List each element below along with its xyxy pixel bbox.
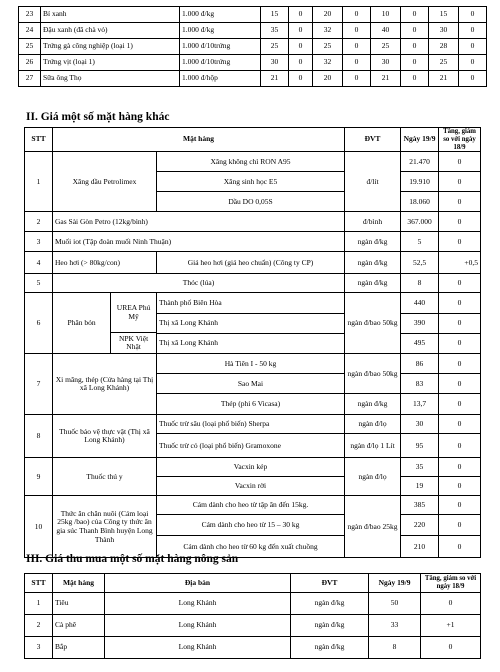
table-row: 1 Xăng dầu Petrolimex Xăng không chì RON A95 đ/lít 21.470 0 <box>25 152 481 172</box>
table-row: 6 Phân bón UREA Phú Mỹ NPK Việt Nhật Thành phố Biên Hòa ngàn đ/bao 50kg 440 0 <box>25 293 481 313</box>
table-row: 4 Heo hơi (> 80kg/con) Giá heo hơi (giá heo chuẩn) (Công ty CP) ngàn đ/kg 52,5 +0,5 <box>25 252 481 274</box>
table-row: 24 Đậu xanh (đã chà vỏ) 1.000 đ/kg 35 0 32 0 40 0 30 0 <box>19 23 487 39</box>
header-unit: ĐVT <box>345 128 401 152</box>
farm-products-table <box>24 573 481 659</box>
table-row: 2 Gas Sài Gòn Petro (12kg/bình) đ/bình 367.000 0 <box>25 212 481 232</box>
table-row: 7 Xi măng, thép (Cửa hàng tại Thị xã Long Khánh) Hà Tiên I - 50 kg ngàn đ/bao 50kg 86 0 <box>25 354 481 374</box>
table-row: 25 Trứng gà công nghiệp (loại 1) 1.000 đ/10trứng 25 0 25 0 25 0 28 0 <box>19 39 487 55</box>
table-row: Thị xã Long Khánh 495 0 <box>25 334 481 354</box>
table-row: Thép (phi 6 Vicasa) ngàn đ/kg 13,7 0 <box>25 394 481 415</box>
table-row: 5 Thóc (lúa) ngàn đ/kg 8 0 <box>25 274 481 293</box>
table-row: Thuốc trừ cỏ (loại phổ biến) Gramoxone ngàn đ/lọ 1 Lít 95 0 <box>25 434 481 458</box>
table-row: Xăng sinh học E5 19.910 0 <box>25 172 481 192</box>
table-row: 8 Thuốc bảo vệ thực vật (Thị xã Long Khánh) Thuốc trừ sâu (loại phổ biến) Sherpa ngàn đ/lọ 30 0 <box>25 415 481 434</box>
table-row: 27 Sữa ông Thọ 1.000 đ/hộp 21 0 20 0 21 0 21 0 <box>19 71 487 87</box>
table-row: 2 Cà phê Long Khánh ngàn đ/kg 33 +1 <box>25 615 481 637</box>
table-row: 9 Thuốc thú y Vacxin kép ngàn đ/lọ 35 0 <box>25 458 481 477</box>
table-row: 23 Bí xanh 1.000 đ/kg 15 0 20 0 10 0 15 0 <box>19 7 487 23</box>
table-row: 26 Trứng vịt (loại 1) 1.000 đ/10trứng 30 0 32 0 30 0 25 0 <box>19 55 487 71</box>
table-row: 3 Muối iot (Tập đoàn muối Ninh Thuận) ngàn đ/kg 5 0 <box>25 232 481 252</box>
table-header-row: STT Mặt hàng Địa bàn ĐVT Ngày 19/9 Tăng, giảm so với ngày 18/9 <box>25 574 481 593</box>
table-header-row <box>25 128 481 152</box>
header-price: Ngày 19/9 <box>401 128 439 152</box>
table-row: Sao Mai 83 0 <box>25 374 481 394</box>
section-3-title: III. Giá thu mua một số mặt hàng nông sản <box>26 553 239 565</box>
table-row: 1 Tiêu Long Khánh ngàn đ/kg 50 0 <box>25 593 481 615</box>
header-stt: STT <box>25 128 53 152</box>
table-row: 3 Bắp Long Khánh ngàn đ/kg 8 0 <box>25 637 481 659</box>
table-row: Vacxin rời 19 0 <box>25 477 481 496</box>
section-2-title: II. Giá một số mặt hàng khác <box>26 111 170 123</box>
top-price-table <box>18 6 487 87</box>
header-item: Mặt hàng <box>53 128 345 152</box>
table-row: Cám dành cho heo từ 60 kg đến xuất chuồng 210 0 <box>25 536 481 558</box>
table-row: Dầu DO 0,05S 18.060 0 <box>25 192 481 212</box>
header-change: Tăng, giảm so với ngày 18/9 <box>439 128 481 152</box>
table-row: Cám dành cho heo từ 15 – 30 kg 220 0 <box>25 515 481 536</box>
table-row: 10 Thức ăn chăn nuôi (Cám loại 25kg /bao) của Công ty thức ăn gia súc Thanh Bình huyện Long Thành Cám dành cho heo từ tập ăn đến 15kg. ngàn đ/bao 25kg 385 0 <box>25 496 481 515</box>
other-goods-table <box>24 127 481 558</box>
table-row: Thị xã Long Khánh 390 0 <box>25 313 481 333</box>
